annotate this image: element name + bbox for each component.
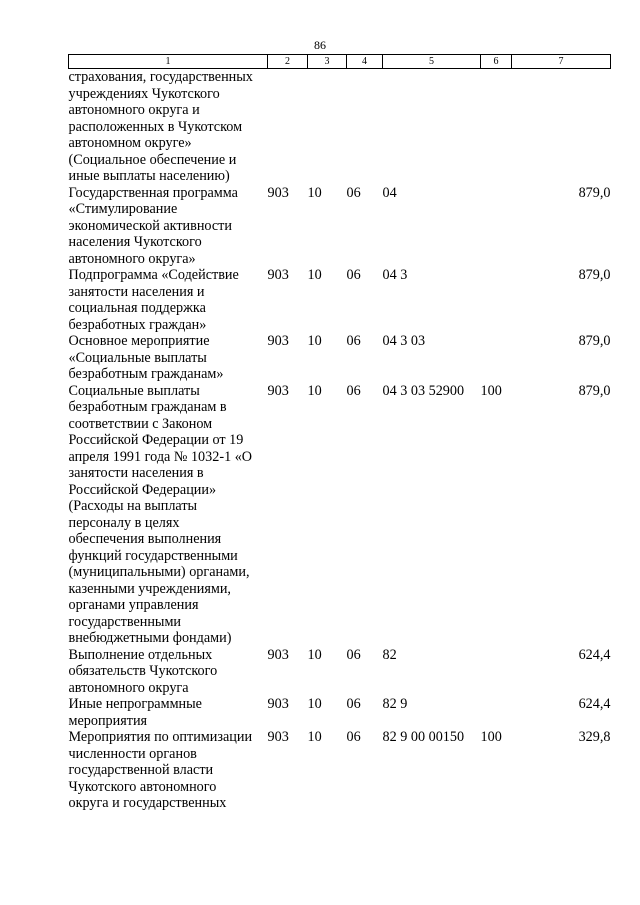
cell-name-line: иные выплаты населению) [68,168,230,184]
header-row [69,55,611,69]
cell-subsection: 06 [346,646,361,663]
table-row [69,267,611,333]
table-row [69,696,611,729]
budget-table [68,54,611,812]
cell-name [69,729,268,812]
cell-name-line: государственными [68,613,182,630]
cell-expense-type [481,696,512,729]
cell-amount: 879,0 [578,184,611,201]
cell-name-line: Государственная программа [68,184,238,201]
cell-section: 10 [307,382,322,399]
cell-name-line: Выполнение отдельных [68,646,213,663]
cell-name-line: Основное мероприятие [68,333,210,349]
cell-name-line: обязательств Чукотского [68,663,218,679]
cell-expense-type [481,333,512,383]
cell-amount: 879,0 [578,382,611,399]
cell-name-line: казенными учреждениями, [68,580,231,597]
cell-target-article: 04 [382,184,397,201]
cell-name-line: «Социальные выплаты [68,349,207,366]
cell-grbs: 903 [267,333,289,349]
column-header-1: 1 [69,55,268,69]
cell-name-line: безработных граждан» [68,316,207,333]
cell-section: 10 [307,729,322,745]
cell-subsection [347,69,383,185]
table-row [69,333,611,383]
cell-subsection: 06 [346,184,361,201]
cell-name-line: персоналу в целях [68,514,180,531]
cell-target-article: 04 3 03 [382,333,426,349]
cell-name-line: Российской Федерации» [68,481,217,498]
cell-expense-type [481,185,512,268]
cell-name-line: социальная поддержка [68,300,206,316]
cell-target-article: 04 3 [382,267,408,283]
cell-name-line: функций государственными [68,547,238,564]
cell-expense-type [481,69,512,185]
cell-grbs: 903 [267,646,289,663]
cell-expense-type: 100 [480,382,502,399]
cell-name [69,69,268,185]
cell-name-line: округа и государственных [68,795,227,811]
cell-name-line: безработным гражданам» [68,366,224,382]
cell-target-article [383,69,481,185]
table-row [69,69,611,185]
cell-amount: 329,8 [578,729,611,745]
cell-expense-type [481,647,512,697]
cell-amount: 624,4 [578,696,611,712]
cell-name-line: Подпрограмма «Содействие [68,267,239,283]
cell-name-line: занятости населения и [68,283,205,300]
cell-name-line: (муниципальными) органами, [68,564,250,580]
table-header [69,55,611,69]
cell-name-line: учреждениях Чукотского [68,85,220,102]
cell-grbs: 903 [267,729,289,745]
page-number: 86 [314,38,326,52]
cell-section: 10 [307,646,322,663]
cell-name-line: безработным гражданам в [68,399,227,415]
column-header-4: 4 [347,55,383,69]
table-row [69,185,611,268]
cell-name-line: Социальные выплаты [68,382,200,399]
cell-name-line: апреля 1991 года № 1032-1 «О [68,448,253,465]
cell-subsection: 06 [346,382,361,399]
cell-amount: 879,0 [578,267,611,283]
cell-name-line: государственной власти [68,762,214,778]
cell-name-line: внебюджетными фондами) [68,630,232,646]
cell-name [69,185,268,268]
cell-section [308,69,347,185]
cell-name-line: Чукотского автономного [68,778,217,795]
column-header-2: 2 [268,55,308,69]
cell-section: 10 [307,333,322,349]
cell-name-line: автономного округа и [68,102,200,118]
cell-section: 10 [307,184,322,201]
cell-name-line: соответствии с Законом [68,415,213,432]
cell-name-line: экономической активности [68,217,232,234]
cell-name-line: расположенных в Чукотском [68,118,243,135]
cell-name-line: «Стимулирование [68,201,178,217]
cell-target-article: 82 9 00 00150 [382,729,465,745]
cell-grbs: 903 [267,267,289,283]
column-header-3: 3 [308,55,347,69]
cell-name-line: автономного округа» [68,250,196,267]
cell-amount: 624,4 [578,646,611,663]
cell-name-line: населения Чукотского [68,234,202,250]
cell-name-line: автономном округе» [68,135,192,151]
cell-subsection: 06 [346,696,361,712]
column-header-6: 6 [481,55,512,69]
cell-name [69,267,268,333]
cell-subsection: 06 [346,267,361,283]
cell-subsection: 06 [346,729,361,745]
cell-expense-type: 100 [480,729,502,745]
column-header-5: 5 [383,55,481,69]
cell-name-line: органами управления [68,597,199,613]
cell-amount: 879,0 [578,333,611,349]
cell-name-line: обеспечения выполнения [68,531,222,547]
table-row [69,729,611,812]
cell-name-line: численности органов [68,745,197,762]
cell-grbs: 903 [267,696,289,712]
cell-section: 10 [307,696,322,712]
cell-name-line: занятости населения в [68,465,204,481]
cell-target-article: 82 9 [382,696,408,712]
cell-grbs: 903 [267,382,289,399]
cell-grbs [268,69,308,185]
cell-name [69,383,268,647]
cell-name [69,333,268,383]
cell-name-line: автономного округа [68,679,189,696]
cell-name-line: Иные непрограммные [68,696,202,712]
cell-name [69,696,268,729]
cell-target-article: 04 3 03 52900 [382,382,465,399]
cell-name-line: (Социальное обеспечение и [68,151,237,168]
cell-name-line: Российской Федерации от 19 [68,432,244,448]
cell-expense-type [481,267,512,333]
table-row [69,383,611,647]
cell-target-article: 82 [382,646,397,663]
cell-name-line: мероприятия [68,712,148,729]
column-header-7: 7 [512,55,611,69]
cell-amount [512,69,611,185]
cell-name [69,647,268,697]
cell-section: 10 [307,267,322,283]
cell-name-line: (Расходы на выплаты [68,498,198,514]
table-body [69,69,611,812]
cell-name-line: Мероприятия по оптимизации [68,729,253,745]
cell-subsection: 06 [346,333,361,349]
table-row [69,647,611,697]
cell-name-line: страхования, государственных [68,69,253,85]
cell-grbs: 903 [267,184,289,201]
